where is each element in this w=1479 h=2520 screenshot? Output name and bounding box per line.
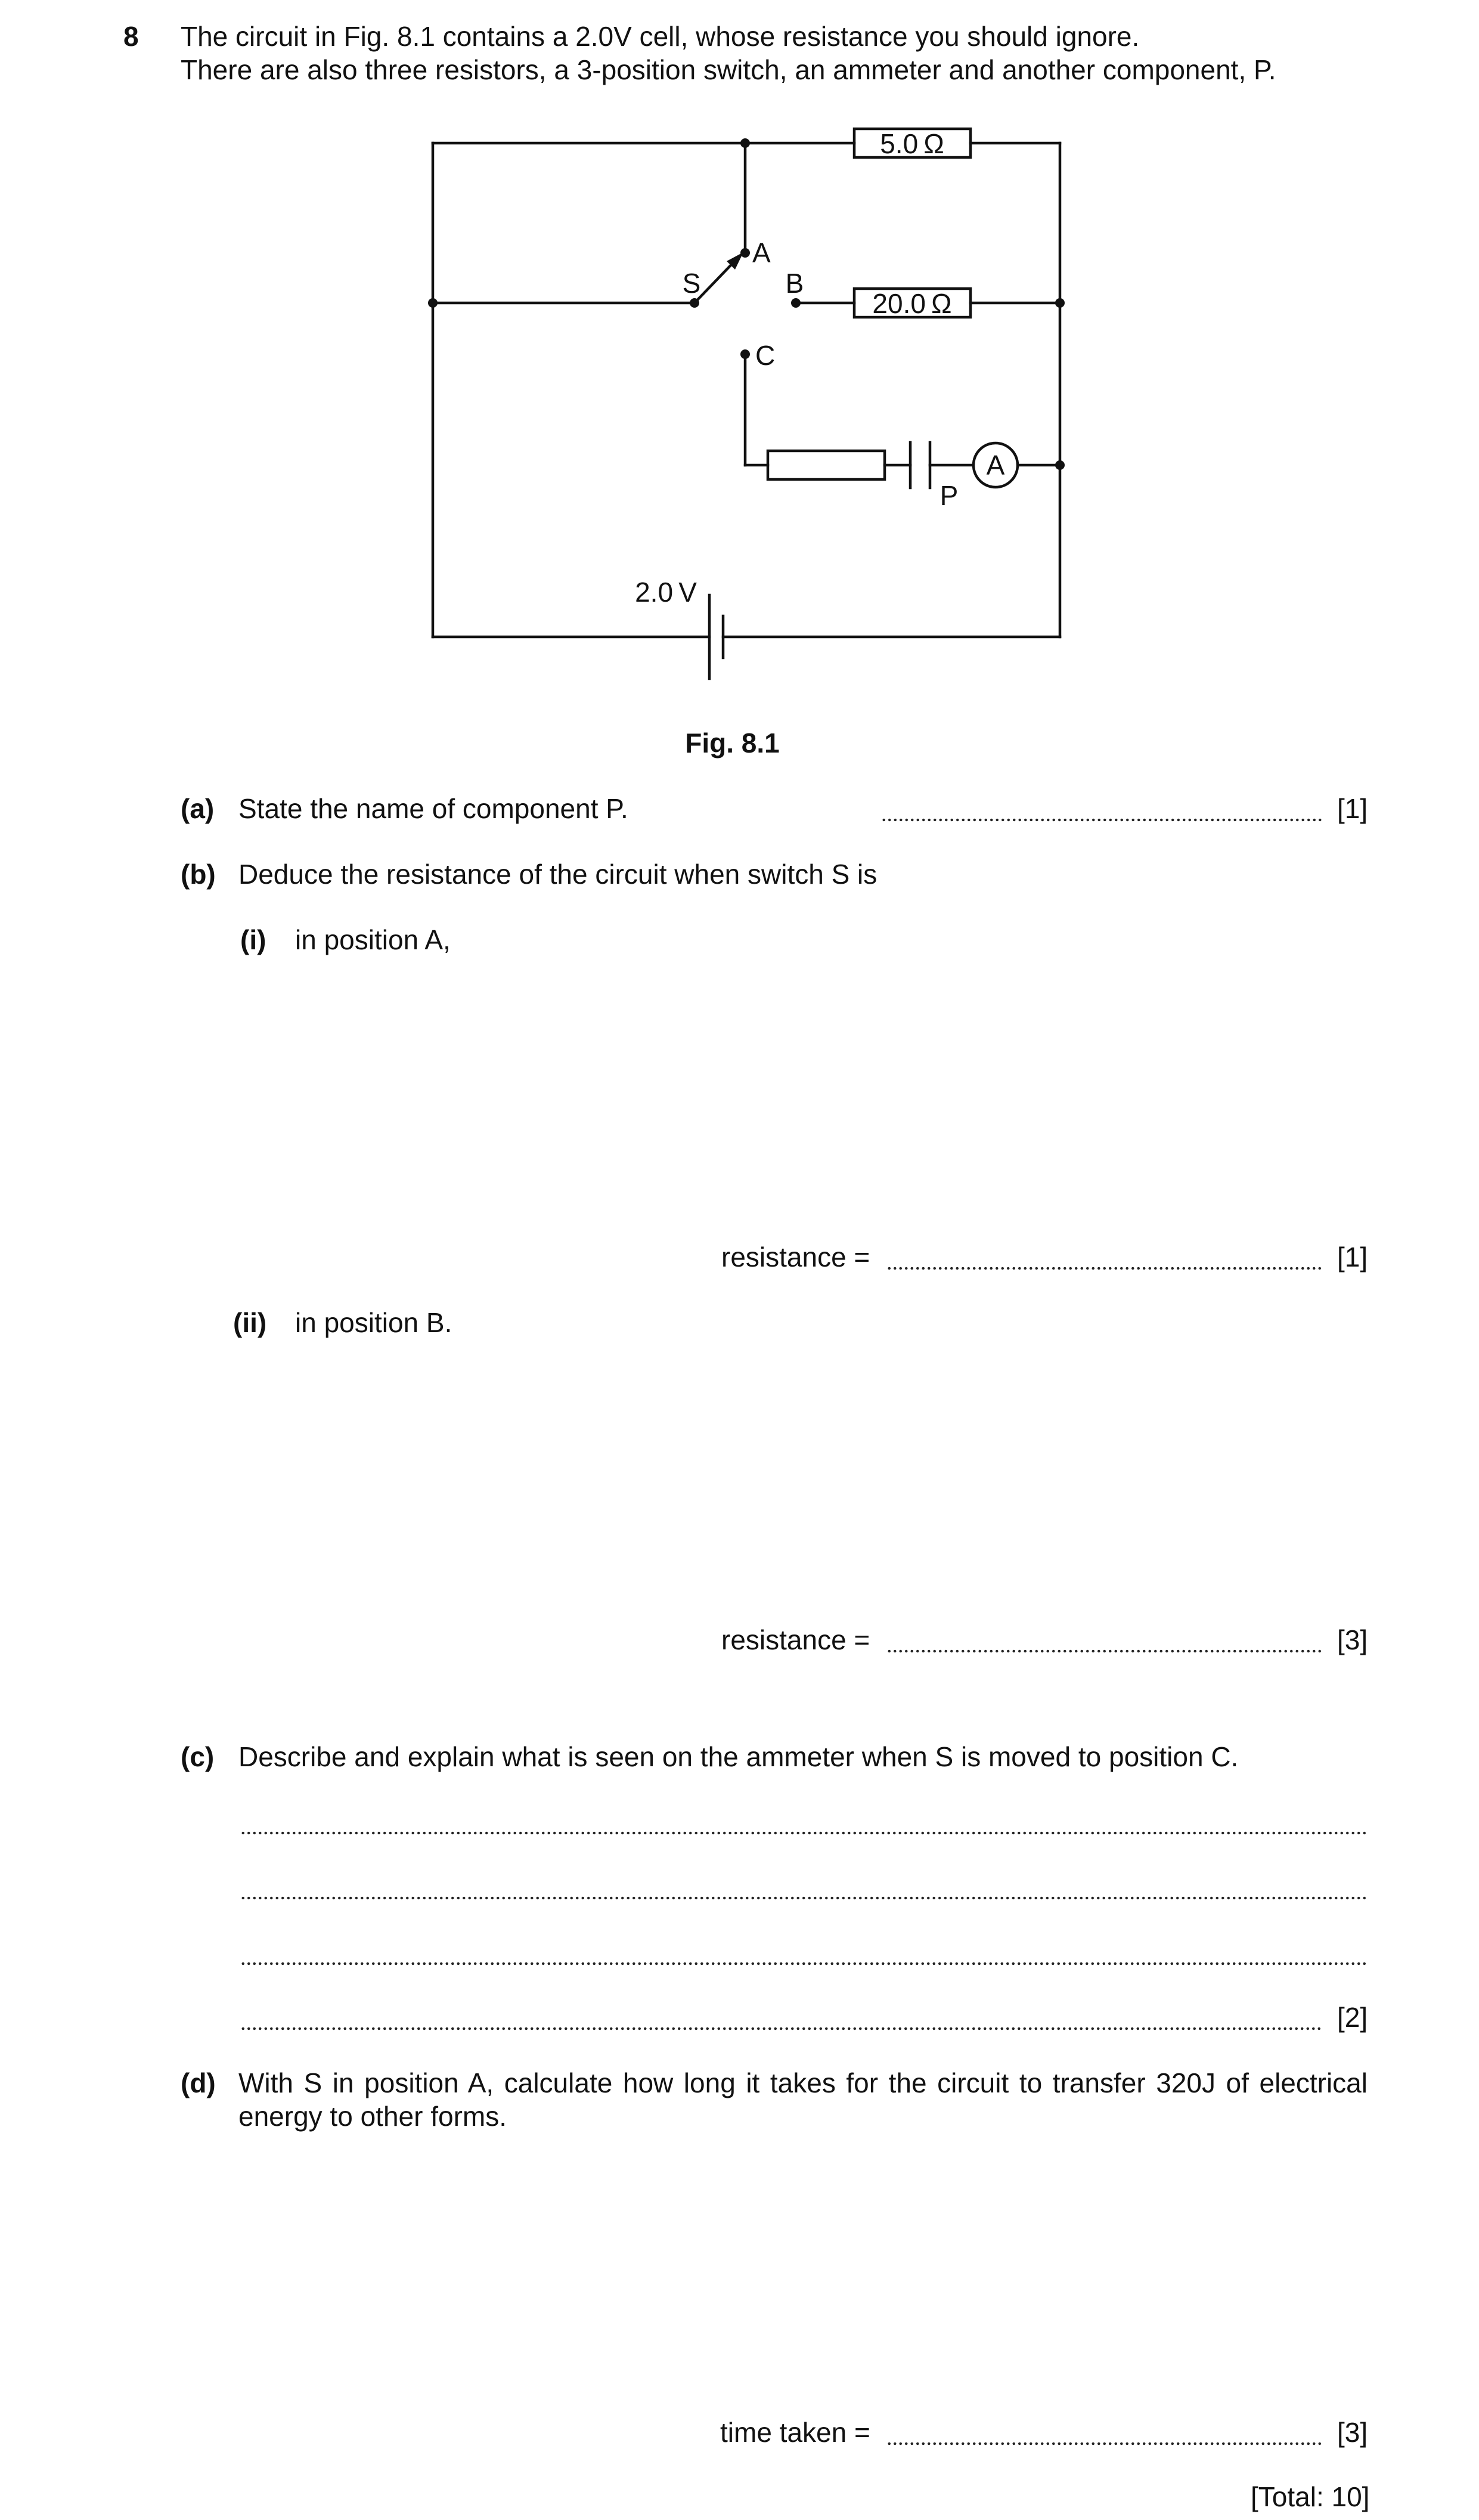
part-c-text: Describe and explain what is seen on the ammeter when S is moved to position C. [238,1741,1239,1772]
part-c-answer-line-4[interactable] [240,2027,1323,2030]
junction-dot [740,138,750,148]
part-b-i-answer-label: resistance = [721,1242,870,1273]
part-c-answer-line-1[interactable] [240,1831,1367,1835]
part-b-i-label: (i) [240,924,266,955]
part-b-ii-text: in position B. [295,1307,452,1338]
part-d-label: (d) [181,2067,216,2098]
junction-dot [1055,298,1065,308]
part-a-text: State the name of component P. [238,793,628,824]
part-c-answer-line-2[interactable] [240,1896,1367,1900]
switch-contact-c-dot [740,349,750,359]
ammeter-label: A [986,450,1005,481]
part-a-answer-line[interactable] [881,818,1323,822]
part-b-ii-label: (ii) [233,1307,267,1338]
circuit-diagram [0,0,1479,716]
switch-contact-a-dot [740,248,750,258]
part-a-label: (a) [181,793,215,824]
switch-pivot-dot [690,298,699,308]
part-d-marks: [3] [1337,2417,1368,2448]
part-b-ii-marks: [3] [1337,1624,1368,1655]
question-intro-line-2: There are also three resistors, a 3-position switch, an ammeter and another component, P. [181,54,1276,85]
part-b-text: Deduce the resistance of the circuit when switch S is [238,859,878,890]
part-b-i-text: in position A, [295,924,451,955]
junction-dot [428,298,438,308]
question-number: 8 [123,21,139,52]
position-c-label: C [755,340,776,371]
part-d-text-line-1: With S in position A, calculate how long it takes for the circuit to transfer 320J of electrical [238,2067,1368,2098]
switch-contact-b-dot [791,298,801,308]
question-intro-line-1: The circuit in Fig. 8.1 contains a 2.0V cell, whose resistance you should ignore. [181,21,1140,52]
part-c-answer-line-3[interactable] [240,1962,1367,1965]
resistor-unlabelled [768,451,885,479]
part-b-ii-answer-line[interactable] [886,1649,1323,1653]
part-c-marks: [2] [1337,2002,1368,2033]
resistor-5-ohm-label: 5.0 Ω [880,128,944,159]
part-d-text-line-2: energy to other forms. [238,2101,507,2132]
component-p-label: P [940,480,959,511]
cell-voltage-label: 2.0 V [635,577,697,608]
part-d-answer-line[interactable] [886,2442,1323,2445]
position-b-label: B [785,268,804,299]
position-a-label: A [752,237,771,268]
part-a-marks: [1] [1337,793,1368,824]
part-d-answer-label: time taken = [720,2417,870,2448]
part-c-label: (c) [181,1741,215,1772]
part-b-i-marks: [1] [1337,1242,1368,1273]
switch-label: S [682,268,701,299]
figure-caption: Fig. 8.1 [685,727,780,759]
part-b-i-answer-line[interactable] [886,1267,1323,1270]
junction-dot [1055,460,1065,470]
total-marks: [Total: 10] [1251,2481,1370,2512]
resistor-20-ohm-label: 20.0 Ω [872,288,952,319]
part-b-label: (b) [181,859,216,890]
part-b-ii-answer-label: resistance = [721,1624,870,1655]
